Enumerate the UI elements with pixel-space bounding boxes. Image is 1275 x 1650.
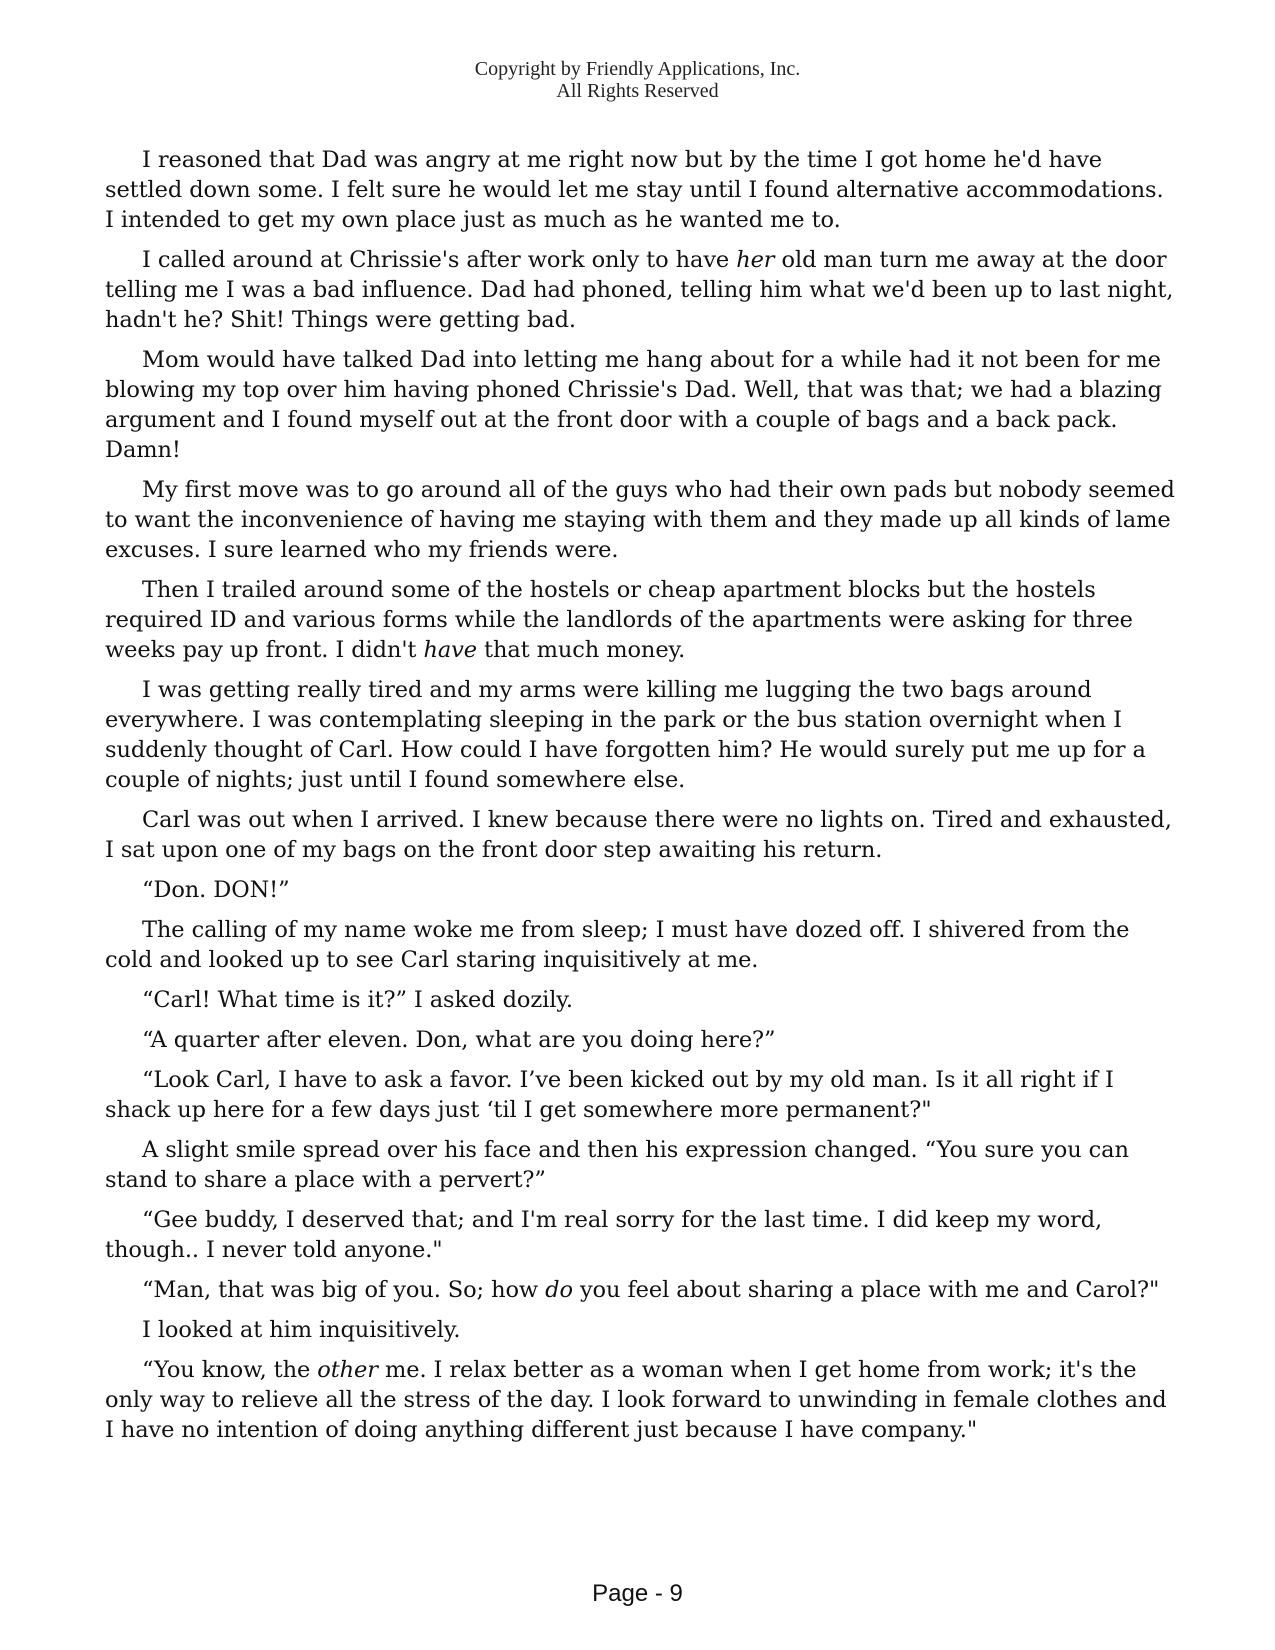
paragraph-text: old man turn me away at the door telling me I was a bad influence. Dad had phoned, telling him what we'd been up to last night, hadn't he? Shit! Things were getting bad. [105, 247, 1174, 333]
rights-line: All Rights Reserved [556, 80, 719, 102]
page-number: Page - 9 [592, 1580, 683, 1607]
emphasis-text: her [736, 247, 775, 273]
paragraph-text: I called around at Chrissie's after work only to have [142, 247, 737, 273]
paragraph-text: Carl was out when I arrived. I knew because there were no lights on. Tired and exhausted, I sat upon one of my bags on the front door step awaiting his return. [105, 807, 1172, 863]
paragraph [105, 575, 1175, 665]
paragraph-text: that much money. [476, 637, 686, 663]
emphasis-text: other [317, 1357, 378, 1383]
paragraph [105, 1355, 1175, 1445]
copyright-header [0, 58, 1275, 102]
paragraph [105, 345, 1175, 465]
paragraph [105, 1135, 1175, 1195]
emphasis-text: do [545, 1277, 573, 1303]
paragraph-text: “Carl! What time is it?” I asked dozily. [142, 987, 573, 1013]
paragraph-text: The calling of my name woke me from sleep; I must have dozed off. I shivered from the cold and looked up to see Carl staring inquisitively at me. [105, 917, 1130, 973]
paragraph [105, 475, 1175, 565]
paragraph-text: “Don. DON!” [142, 877, 290, 903]
emphasis-text: have [423, 637, 477, 663]
paragraph [105, 805, 1175, 865]
paragraph [105, 145, 1175, 235]
paragraph-text: me. I relax better as a woman when I get home from work; it's the only way to relieve all the stress of the day. I look forward to unwinding in female clothes and I have no intention of doing anything different just because I have company." [105, 1357, 1167, 1443]
paragraph [105, 1205, 1175, 1265]
copyright-line: Copyright by Friendly Applications, Inc. [474, 58, 801, 80]
paragraph-text: Then I trailed around some of the hostels or cheap apartment blocks but the hostels required ID and various forms while the landlords of the apartments were asking for three weeks pay up front. I didn't [105, 577, 1133, 663]
paragraph [105, 1065, 1175, 1125]
paragraph-text: I looked at him inquisitively. [142, 1317, 461, 1343]
paragraph-text: “Gee buddy, I deserved that; and I'm real sorry for the last time. I did keep my word, though.. I never told anyone." [105, 1207, 1103, 1263]
paragraph-text: “Look Carl, I have to ask a favor. I’ve been kicked out by my old man. Is it all right if I shack up here for a few days just ‘til I get somewhere more permanent?" [105, 1067, 1114, 1123]
paragraph [105, 1315, 1175, 1345]
paragraph [105, 675, 1175, 795]
paragraph [105, 1275, 1175, 1305]
paragraph-text: My first move was to go around all of the guys who had their own pads but nobody seemed to want the inconvenience of having me staying with them and they made up all kinds of lame excuses. I sure learned who my friends were. [105, 477, 1175, 563]
paragraph-text: I reasoned that Dad was angry at me right now but by the time I got home he'd have settled down some. I felt sure he would let me stay until I found alternative accommodations. I intended to get my own place just as much as he wanted me to. [105, 147, 1164, 233]
paragraph [105, 245, 1175, 335]
paragraph-text: “Man, that was big of you. So; how [142, 1277, 546, 1303]
paragraph [105, 875, 1175, 905]
paragraph-text: I was getting really tired and my arms were killing me lugging the two bags around everywhere. I was contemplating sleeping in the park or the bus station overnight when I suddenly thought of Carl. How could I have forgotten him? He would surely put me up for a couple of nights; just until I found somewhere else. [105, 677, 1146, 793]
paragraph-text: A slight smile spread over his face and then his expression changed. “You sure you can stand to share a place with a pervert?” [105, 1137, 1129, 1193]
paragraph-text: Mom would have talked Dad into letting me hang about for a while had it not been for me blowing my top over him having phoned Chrissie's Dad. Well, that was that; we had a blazing argument and I found myself out at the front door with a couple of bags and a back pack. Damn! [105, 347, 1162, 463]
paragraph-text: you feel about sharing a place with me and Carol?" [572, 1277, 1160, 1303]
paragraph-text: “A quarter after eleven. Don, what are you doing here?” [142, 1027, 776, 1053]
paragraph [105, 985, 1175, 1015]
paragraph [105, 1025, 1175, 1055]
story-body [105, 145, 1175, 1455]
paragraph [105, 915, 1175, 975]
paragraph-text: “You know, the [142, 1357, 318, 1383]
